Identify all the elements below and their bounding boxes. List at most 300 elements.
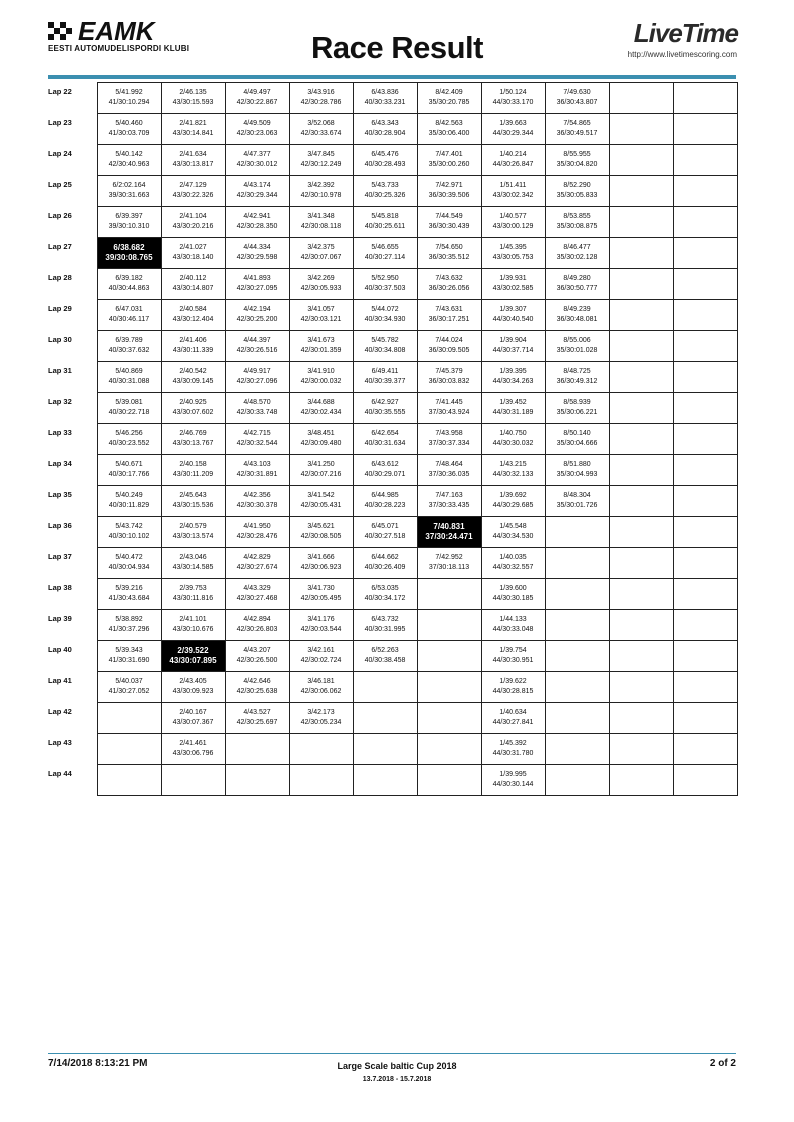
position-laptime: 4/42.646 bbox=[243, 678, 271, 685]
position-laptime: 6/43.836 bbox=[371, 89, 399, 96]
lap-time-cell bbox=[673, 300, 737, 331]
position-laptime: 5/40.472 bbox=[115, 554, 143, 561]
position-laptime: 6/43.343 bbox=[371, 120, 399, 127]
lap-time-cell bbox=[161, 765, 225, 796]
position-laptime: 3/45.621 bbox=[307, 523, 335, 530]
lap-time-cell bbox=[161, 393, 225, 424]
laps-total-time: 42/30:03.121 bbox=[300, 316, 342, 323]
laps-total-time: 43/30:18.140 bbox=[172, 254, 214, 261]
position-laptime: 3/41.057 bbox=[307, 306, 335, 313]
position-laptime: 7/54.650 bbox=[435, 244, 463, 251]
laps-total-time: 40/30:27.114 bbox=[364, 254, 406, 261]
laps-total-time: 44/30:31.780 bbox=[492, 750, 534, 757]
position-laptime: 6/39.397 bbox=[115, 213, 143, 220]
position-laptime: 4/43.207 bbox=[243, 647, 271, 654]
lap-time-cell bbox=[289, 703, 353, 734]
lap-time-cell bbox=[609, 269, 673, 300]
position-laptime: 2/41.634 bbox=[179, 151, 207, 158]
lap-time-cell bbox=[225, 269, 289, 300]
laps-total-time: 42/30:05.495 bbox=[300, 595, 342, 602]
laps-total-time: 42/30:00.032 bbox=[300, 378, 342, 385]
lap-time-cell bbox=[673, 393, 737, 424]
laps-total-time: 42/30:05.431 bbox=[300, 502, 342, 509]
lap-time-cell bbox=[225, 424, 289, 455]
position-laptime: 2/41.104 bbox=[179, 213, 207, 220]
lap-time-cell bbox=[289, 610, 353, 641]
lap-time-cell bbox=[609, 83, 673, 114]
laps-total-time: 44/30:40.540 bbox=[492, 316, 534, 323]
position-laptime: 3/42.269 bbox=[307, 275, 335, 282]
laps-total-time: 42/30:29.598 bbox=[236, 254, 278, 261]
lap-time-cell bbox=[225, 579, 289, 610]
lap-row bbox=[48, 641, 737, 672]
laps-total-time: 43/30:12.404 bbox=[172, 316, 214, 323]
position-laptime: 6/42.654 bbox=[371, 430, 399, 437]
lap-time-cell bbox=[225, 610, 289, 641]
lap-time-cell bbox=[609, 114, 673, 145]
laps-total-time: 37/30:36.035 bbox=[428, 471, 470, 478]
position-laptime: 3/41.666 bbox=[307, 554, 335, 561]
laps-total-time: 43/30:05.753 bbox=[492, 254, 534, 261]
position-laptime: 5/46.655 bbox=[371, 244, 399, 251]
lap-time-cell bbox=[545, 83, 609, 114]
lap-time-cell bbox=[417, 486, 481, 517]
lap-time-cell bbox=[673, 176, 737, 207]
lap-time-cell bbox=[161, 548, 225, 579]
lap-time-cell bbox=[225, 486, 289, 517]
lap-time-cell bbox=[289, 579, 353, 610]
position-laptime: 5/45.782 bbox=[371, 337, 399, 344]
lap-time-cell bbox=[673, 672, 737, 703]
lap-row bbox=[48, 269, 737, 300]
laps-total-time: 43/30:07.367 bbox=[172, 719, 214, 726]
position-laptime: 2/45.643 bbox=[179, 492, 207, 499]
lap-time-cell bbox=[161, 362, 225, 393]
laps-total-time: 44/30:26.847 bbox=[492, 161, 534, 168]
laps-total-time: 36/30:35.512 bbox=[428, 254, 470, 261]
lap-time-cell bbox=[545, 517, 609, 548]
lap-time-cell bbox=[353, 641, 417, 672]
lap-label: Lap 40 bbox=[48, 644, 72, 654]
lap-time-cell bbox=[545, 548, 609, 579]
position-laptime: 1/39.307 bbox=[499, 306, 527, 313]
lap-time-cell bbox=[225, 145, 289, 176]
position-laptime: 7/44.549 bbox=[435, 213, 463, 220]
lap-time-cell bbox=[481, 83, 545, 114]
lap-time-cell bbox=[97, 331, 161, 362]
position-laptime: 6/44.985 bbox=[371, 492, 399, 499]
laps-total-time: 44/30:28.815 bbox=[492, 688, 534, 695]
lap-time-cell bbox=[97, 207, 161, 238]
position-laptime: 2/40.167 bbox=[179, 709, 207, 716]
laps-total-time: 43/30:11.816 bbox=[172, 595, 214, 602]
laps-total-time: 42/30:09.480 bbox=[300, 440, 342, 447]
laps-total-time: 44/30:31.189 bbox=[492, 409, 534, 416]
page-title: Race Result bbox=[311, 30, 483, 65]
lap-time-cell bbox=[225, 238, 289, 269]
position-laptime: 2/40.112 bbox=[179, 275, 207, 282]
lap-time-cell bbox=[481, 672, 545, 703]
lap-time-cell bbox=[481, 641, 545, 672]
laps-total-time: 35/30:04.993 bbox=[556, 471, 598, 478]
lap-time-cell bbox=[417, 703, 481, 734]
lap-time-cell bbox=[673, 455, 737, 486]
position-laptime: 8/53.855 bbox=[563, 213, 591, 220]
lap-time-cell bbox=[545, 393, 609, 424]
position-laptime: 4/44.334 bbox=[243, 244, 271, 251]
lap-time-cell bbox=[417, 455, 481, 486]
position-laptime: 6/39.182 bbox=[115, 275, 143, 282]
lap-row bbox=[48, 765, 737, 796]
lap-time-cell bbox=[289, 672, 353, 703]
page-number: 2 of 2 bbox=[709, 1058, 736, 1069]
lap-time-cell bbox=[481, 548, 545, 579]
laps-total-time: 36/30:43.807 bbox=[556, 99, 598, 106]
lap-label: Lap 34 bbox=[48, 458, 72, 468]
lap-time-cell bbox=[97, 579, 161, 610]
brand-url[interactable]: http://www.livetimescoring.com bbox=[627, 50, 737, 59]
laps-total-time: 42/30:28.476 bbox=[236, 533, 278, 540]
lap-time-cell bbox=[97, 393, 161, 424]
laps-total-time: 43/30:13.574 bbox=[172, 533, 214, 540]
laps-total-time: 35/30:00.260 bbox=[428, 161, 470, 168]
position-laptime: 7/47.401 bbox=[435, 151, 463, 158]
laps-total-time: 35/30:06.221 bbox=[556, 409, 598, 416]
position-laptime: 7/40.831 bbox=[433, 522, 465, 531]
position-laptime: 8/48.304 bbox=[563, 492, 591, 499]
lap-time-cell bbox=[417, 548, 481, 579]
position-laptime: 3/42.392 bbox=[307, 182, 335, 189]
lap-time-cell bbox=[161, 455, 225, 486]
laps-total-time: 40/30:11.829 bbox=[108, 502, 150, 509]
lap-time-cell bbox=[97, 641, 161, 672]
position-laptime: 1/44.133 bbox=[499, 616, 527, 623]
laps-total-time: 41/30:37.296 bbox=[108, 626, 150, 633]
lap-label: Lap 25 bbox=[48, 179, 72, 189]
position-laptime: 5/39.343 bbox=[115, 647, 143, 654]
laps-total-time: 40/30:37.503 bbox=[364, 285, 406, 292]
laps-total-time: 42/30:12.249 bbox=[300, 161, 342, 168]
lap-time-cell bbox=[97, 486, 161, 517]
lap-row bbox=[48, 486, 737, 517]
lap-time-cell bbox=[609, 548, 673, 579]
laps-total-time: 35/30:01.726 bbox=[556, 502, 598, 509]
lap-time-cell bbox=[545, 114, 609, 145]
position-laptime: 6/38.682 bbox=[113, 243, 145, 252]
lap-time-cell bbox=[545, 207, 609, 238]
laps-total-time: 37/30:33.435 bbox=[428, 502, 470, 509]
lap-time-cell bbox=[417, 114, 481, 145]
lap-time-cell bbox=[609, 765, 673, 796]
laps-total-time: 43/30:15.536 bbox=[172, 502, 214, 509]
position-laptime: 1/39.904 bbox=[499, 337, 527, 344]
lap-time-cell bbox=[225, 641, 289, 672]
laps-total-time: 44/30:29.685 bbox=[492, 502, 534, 509]
laps-total-time: 43/30:02.342 bbox=[492, 192, 534, 199]
position-laptime: 5/39.081 bbox=[115, 399, 143, 406]
lap-time-cell bbox=[673, 734, 737, 765]
lap-time-cell bbox=[225, 362, 289, 393]
position-laptime: 3/41.542 bbox=[307, 492, 335, 499]
lap-time-cell bbox=[161, 207, 225, 238]
position-laptime: 3/41.348 bbox=[307, 213, 335, 220]
position-laptime: 4/49.497 bbox=[243, 89, 271, 96]
laps-total-time: 40/30:39.377 bbox=[364, 378, 406, 385]
lap-time-cell bbox=[673, 269, 737, 300]
position-laptime: 3/42.173 bbox=[307, 709, 335, 716]
lap-time-cell bbox=[417, 145, 481, 176]
lap-time-cell bbox=[97, 734, 161, 765]
laps-total-time: 43/30:11.209 bbox=[172, 471, 214, 478]
laps-total-time: 40/30:37.632 bbox=[108, 347, 150, 354]
lap-time-cell bbox=[417, 269, 481, 300]
position-laptime: 1/45.548 bbox=[499, 523, 527, 530]
position-laptime: 5/40.460 bbox=[115, 120, 143, 127]
lap-time-cell bbox=[353, 672, 417, 703]
laps-total-time: 40/30:46.117 bbox=[108, 316, 150, 323]
lap-time-cell bbox=[545, 672, 609, 703]
position-laptime: 5/44.072 bbox=[371, 306, 399, 313]
laps-total-time: 42/30:27.468 bbox=[236, 595, 278, 602]
lap-time-cell bbox=[225, 548, 289, 579]
position-laptime: 2/41.027 bbox=[179, 244, 207, 251]
best-lap-cell bbox=[161, 641, 225, 672]
lap-time-cell bbox=[545, 362, 609, 393]
position-laptime: 2/40.158 bbox=[179, 461, 207, 468]
lap-time-cell bbox=[417, 362, 481, 393]
lap-time-cell bbox=[97, 269, 161, 300]
position-laptime: 3/41.673 bbox=[307, 337, 335, 344]
position-laptime: 7/43.958 bbox=[435, 430, 463, 437]
laps-total-time: 42/30:33.748 bbox=[236, 409, 278, 416]
laps-total-time: 41/30:03.709 bbox=[108, 130, 150, 137]
lap-time-cell bbox=[481, 114, 545, 145]
lap-time-cell bbox=[225, 517, 289, 548]
lap-label: Lap 28 bbox=[48, 272, 72, 282]
lap-time-cell bbox=[481, 393, 545, 424]
lap-time-cell bbox=[161, 331, 225, 362]
position-laptime: 2/39.522 bbox=[177, 646, 209, 655]
lap-time-cell bbox=[289, 424, 353, 455]
laps-total-time: 42/30:22.867 bbox=[236, 99, 278, 106]
lap-row bbox=[48, 517, 737, 548]
position-laptime: 4/42.941 bbox=[243, 213, 271, 220]
laps-total-time: 42/30:08.505 bbox=[300, 533, 342, 540]
laps-total-time: 39/30:31.663 bbox=[108, 192, 150, 199]
lap-time-cell bbox=[225, 672, 289, 703]
position-laptime: 3/41.176 bbox=[307, 616, 335, 623]
position-laptime: 1/39.931 bbox=[499, 275, 527, 282]
position-laptime: 1/45.395 bbox=[499, 244, 527, 251]
position-laptime: 7/49.630 bbox=[563, 89, 591, 96]
laps-total-time: 44/30:34.263 bbox=[492, 378, 534, 385]
lap-time-cell bbox=[225, 176, 289, 207]
lap-time-cell bbox=[673, 114, 737, 145]
position-laptime: 2/40.579 bbox=[179, 523, 207, 530]
lap-time-cell bbox=[545, 734, 609, 765]
lap-time-cell bbox=[609, 362, 673, 393]
lap-time-cell bbox=[353, 269, 417, 300]
lap-time-cell bbox=[353, 331, 417, 362]
position-laptime: 1/39.600 bbox=[499, 585, 527, 592]
lap-time-cell bbox=[225, 300, 289, 331]
laps-total-time: 42/30:25.638 bbox=[236, 688, 278, 695]
lap-time-cell bbox=[609, 238, 673, 269]
lap-label: Lap 33 bbox=[48, 427, 72, 437]
laps-total-time: 42/30:27.096 bbox=[236, 378, 278, 385]
position-laptime: 4/47.377 bbox=[243, 151, 271, 158]
laps-total-time: 43/30:06.796 bbox=[172, 750, 214, 757]
lap-time-cell bbox=[97, 517, 161, 548]
laps-total-time: 37/30:37.334 bbox=[428, 440, 470, 447]
position-laptime: 2/46.135 bbox=[179, 89, 207, 96]
position-laptime: 1/39.995 bbox=[499, 771, 527, 778]
laps-total-time: 40/30:10.102 bbox=[108, 533, 150, 540]
position-laptime: 7/44.024 bbox=[435, 337, 463, 344]
laps-total-time: 42/30:05.234 bbox=[300, 719, 342, 726]
lap-label: Lap 44 bbox=[48, 768, 72, 778]
lap-row bbox=[48, 579, 737, 610]
lap-time-cell bbox=[353, 424, 417, 455]
lap-time-cell bbox=[545, 269, 609, 300]
lap-time-cell bbox=[481, 362, 545, 393]
lap-time-cell bbox=[673, 517, 737, 548]
lap-time-cell bbox=[673, 238, 737, 269]
position-laptime: 1/39.692 bbox=[499, 492, 527, 499]
laps-total-time: 43/30:13.767 bbox=[172, 440, 214, 447]
position-laptime: 6/2:02.164 bbox=[112, 182, 146, 189]
lap-time-cell bbox=[289, 83, 353, 114]
position-laptime: 3/41.730 bbox=[307, 585, 335, 592]
lap-row bbox=[48, 300, 737, 331]
position-laptime: 6/45.071 bbox=[371, 523, 399, 530]
laps-total-time: 36/30:30.439 bbox=[428, 223, 470, 230]
lap-time-cell bbox=[97, 703, 161, 734]
lap-label: Lap 22 bbox=[48, 86, 72, 96]
position-laptime: 7/48.464 bbox=[435, 461, 463, 468]
lap-time-cell bbox=[97, 176, 161, 207]
position-laptime: 7/45.379 bbox=[435, 368, 463, 375]
lap-time-cell bbox=[353, 83, 417, 114]
position-laptime: 4/42.715 bbox=[243, 430, 271, 437]
lap-time-cell bbox=[353, 362, 417, 393]
position-laptime: 6/43.732 bbox=[371, 616, 399, 623]
position-laptime: 4/41.950 bbox=[243, 523, 271, 530]
lap-times-table bbox=[48, 82, 738, 796]
position-laptime: 5/40.671 bbox=[115, 461, 143, 468]
lap-row bbox=[48, 207, 737, 238]
lap-time-cell bbox=[353, 486, 417, 517]
lap-time-cell bbox=[225, 703, 289, 734]
lap-time-cell bbox=[353, 300, 417, 331]
lap-label: Lap 27 bbox=[48, 241, 72, 251]
position-laptime: 8/58.939 bbox=[563, 399, 591, 406]
position-laptime: 4/43.103 bbox=[243, 461, 271, 468]
lap-time-cell bbox=[289, 207, 353, 238]
laps-total-time: 44/30:30.144 bbox=[492, 781, 534, 788]
position-laptime: 2/40.925 bbox=[179, 399, 207, 406]
lap-time-cell bbox=[545, 300, 609, 331]
lap-time-cell bbox=[545, 765, 609, 796]
lap-time-cell bbox=[609, 145, 673, 176]
printed-timestamp: 7/14/2018 8:13:21 PM bbox=[48, 1058, 148, 1069]
lap-time-cell bbox=[225, 114, 289, 145]
lap-label: Lap 37 bbox=[48, 551, 72, 561]
laps-total-time: 40/30:22.718 bbox=[108, 409, 150, 416]
laps-total-time: 44/30:32.133 bbox=[492, 471, 534, 478]
lap-time-cell bbox=[161, 703, 225, 734]
lap-time-cell bbox=[161, 83, 225, 114]
position-laptime: 5/52.950 bbox=[371, 275, 399, 282]
lap-row bbox=[48, 238, 737, 269]
lap-time-cell bbox=[609, 331, 673, 362]
laps-total-time: 40/30:28.223 bbox=[364, 502, 406, 509]
position-laptime: 4/42.194 bbox=[243, 306, 271, 313]
laps-total-time: 41/30:31.690 bbox=[108, 657, 150, 664]
position-laptime: 3/42.375 bbox=[307, 244, 335, 251]
lap-time-cell bbox=[97, 455, 161, 486]
lap-row bbox=[48, 734, 737, 765]
lap-time-cell bbox=[417, 300, 481, 331]
laps-total-time: 43/30:11.339 bbox=[172, 347, 214, 354]
position-laptime: 2/41.101 bbox=[179, 616, 207, 623]
lap-time-cell bbox=[609, 424, 673, 455]
position-laptime: 4/42.894 bbox=[243, 616, 271, 623]
position-laptime: 1/39.663 bbox=[499, 120, 527, 127]
laps-total-time: 40/30:23.552 bbox=[108, 440, 150, 447]
position-laptime: 8/49.280 bbox=[563, 275, 591, 282]
laps-total-time: 43/30:13.817 bbox=[172, 161, 214, 168]
position-laptime: 1/40.577 bbox=[499, 213, 527, 220]
lap-time-cell bbox=[545, 176, 609, 207]
position-laptime: 8/46.477 bbox=[563, 244, 591, 251]
lap-time-cell bbox=[353, 703, 417, 734]
lap-label: Lap 24 bbox=[48, 148, 72, 158]
position-laptime: 6/42.927 bbox=[371, 399, 399, 406]
position-laptime: 2/46.769 bbox=[179, 430, 207, 437]
laps-total-time: 44/30:37.714 bbox=[492, 347, 534, 354]
lap-time-cell bbox=[609, 579, 673, 610]
best-lap-cell bbox=[417, 517, 481, 548]
lap-time-cell bbox=[225, 207, 289, 238]
lap-time-cell bbox=[97, 362, 161, 393]
lap-time-cell bbox=[225, 455, 289, 486]
position-laptime: 2/39.753 bbox=[179, 585, 207, 592]
laps-total-time: 40/30:25.326 bbox=[364, 192, 406, 199]
lap-row bbox=[48, 393, 737, 424]
lap-time-cell bbox=[353, 579, 417, 610]
laps-total-time: 42/30:27.095 bbox=[236, 285, 278, 292]
lap-time-cell bbox=[161, 424, 225, 455]
lap-row bbox=[48, 331, 737, 362]
lap-time-cell bbox=[353, 393, 417, 424]
laps-total-time: 42/30:32.544 bbox=[236, 440, 278, 447]
best-lap-cell bbox=[97, 238, 161, 269]
laps-total-time: 36/30:49.517 bbox=[556, 130, 598, 137]
position-laptime: 3/41.910 bbox=[307, 368, 335, 375]
lap-time-cell bbox=[289, 238, 353, 269]
laps-total-time: 42/30:07.216 bbox=[300, 471, 342, 478]
lap-time-cell bbox=[289, 300, 353, 331]
position-laptime: 7/43.631 bbox=[435, 306, 463, 313]
position-laptime: 8/51.880 bbox=[563, 461, 591, 468]
position-laptime: 1/40.750 bbox=[499, 430, 527, 437]
laps-total-time: 42/30:01.359 bbox=[300, 347, 342, 354]
position-laptime: 2/47.129 bbox=[179, 182, 207, 189]
lap-time-cell bbox=[545, 424, 609, 455]
lap-time-cell bbox=[289, 486, 353, 517]
lap-time-cell bbox=[353, 176, 417, 207]
